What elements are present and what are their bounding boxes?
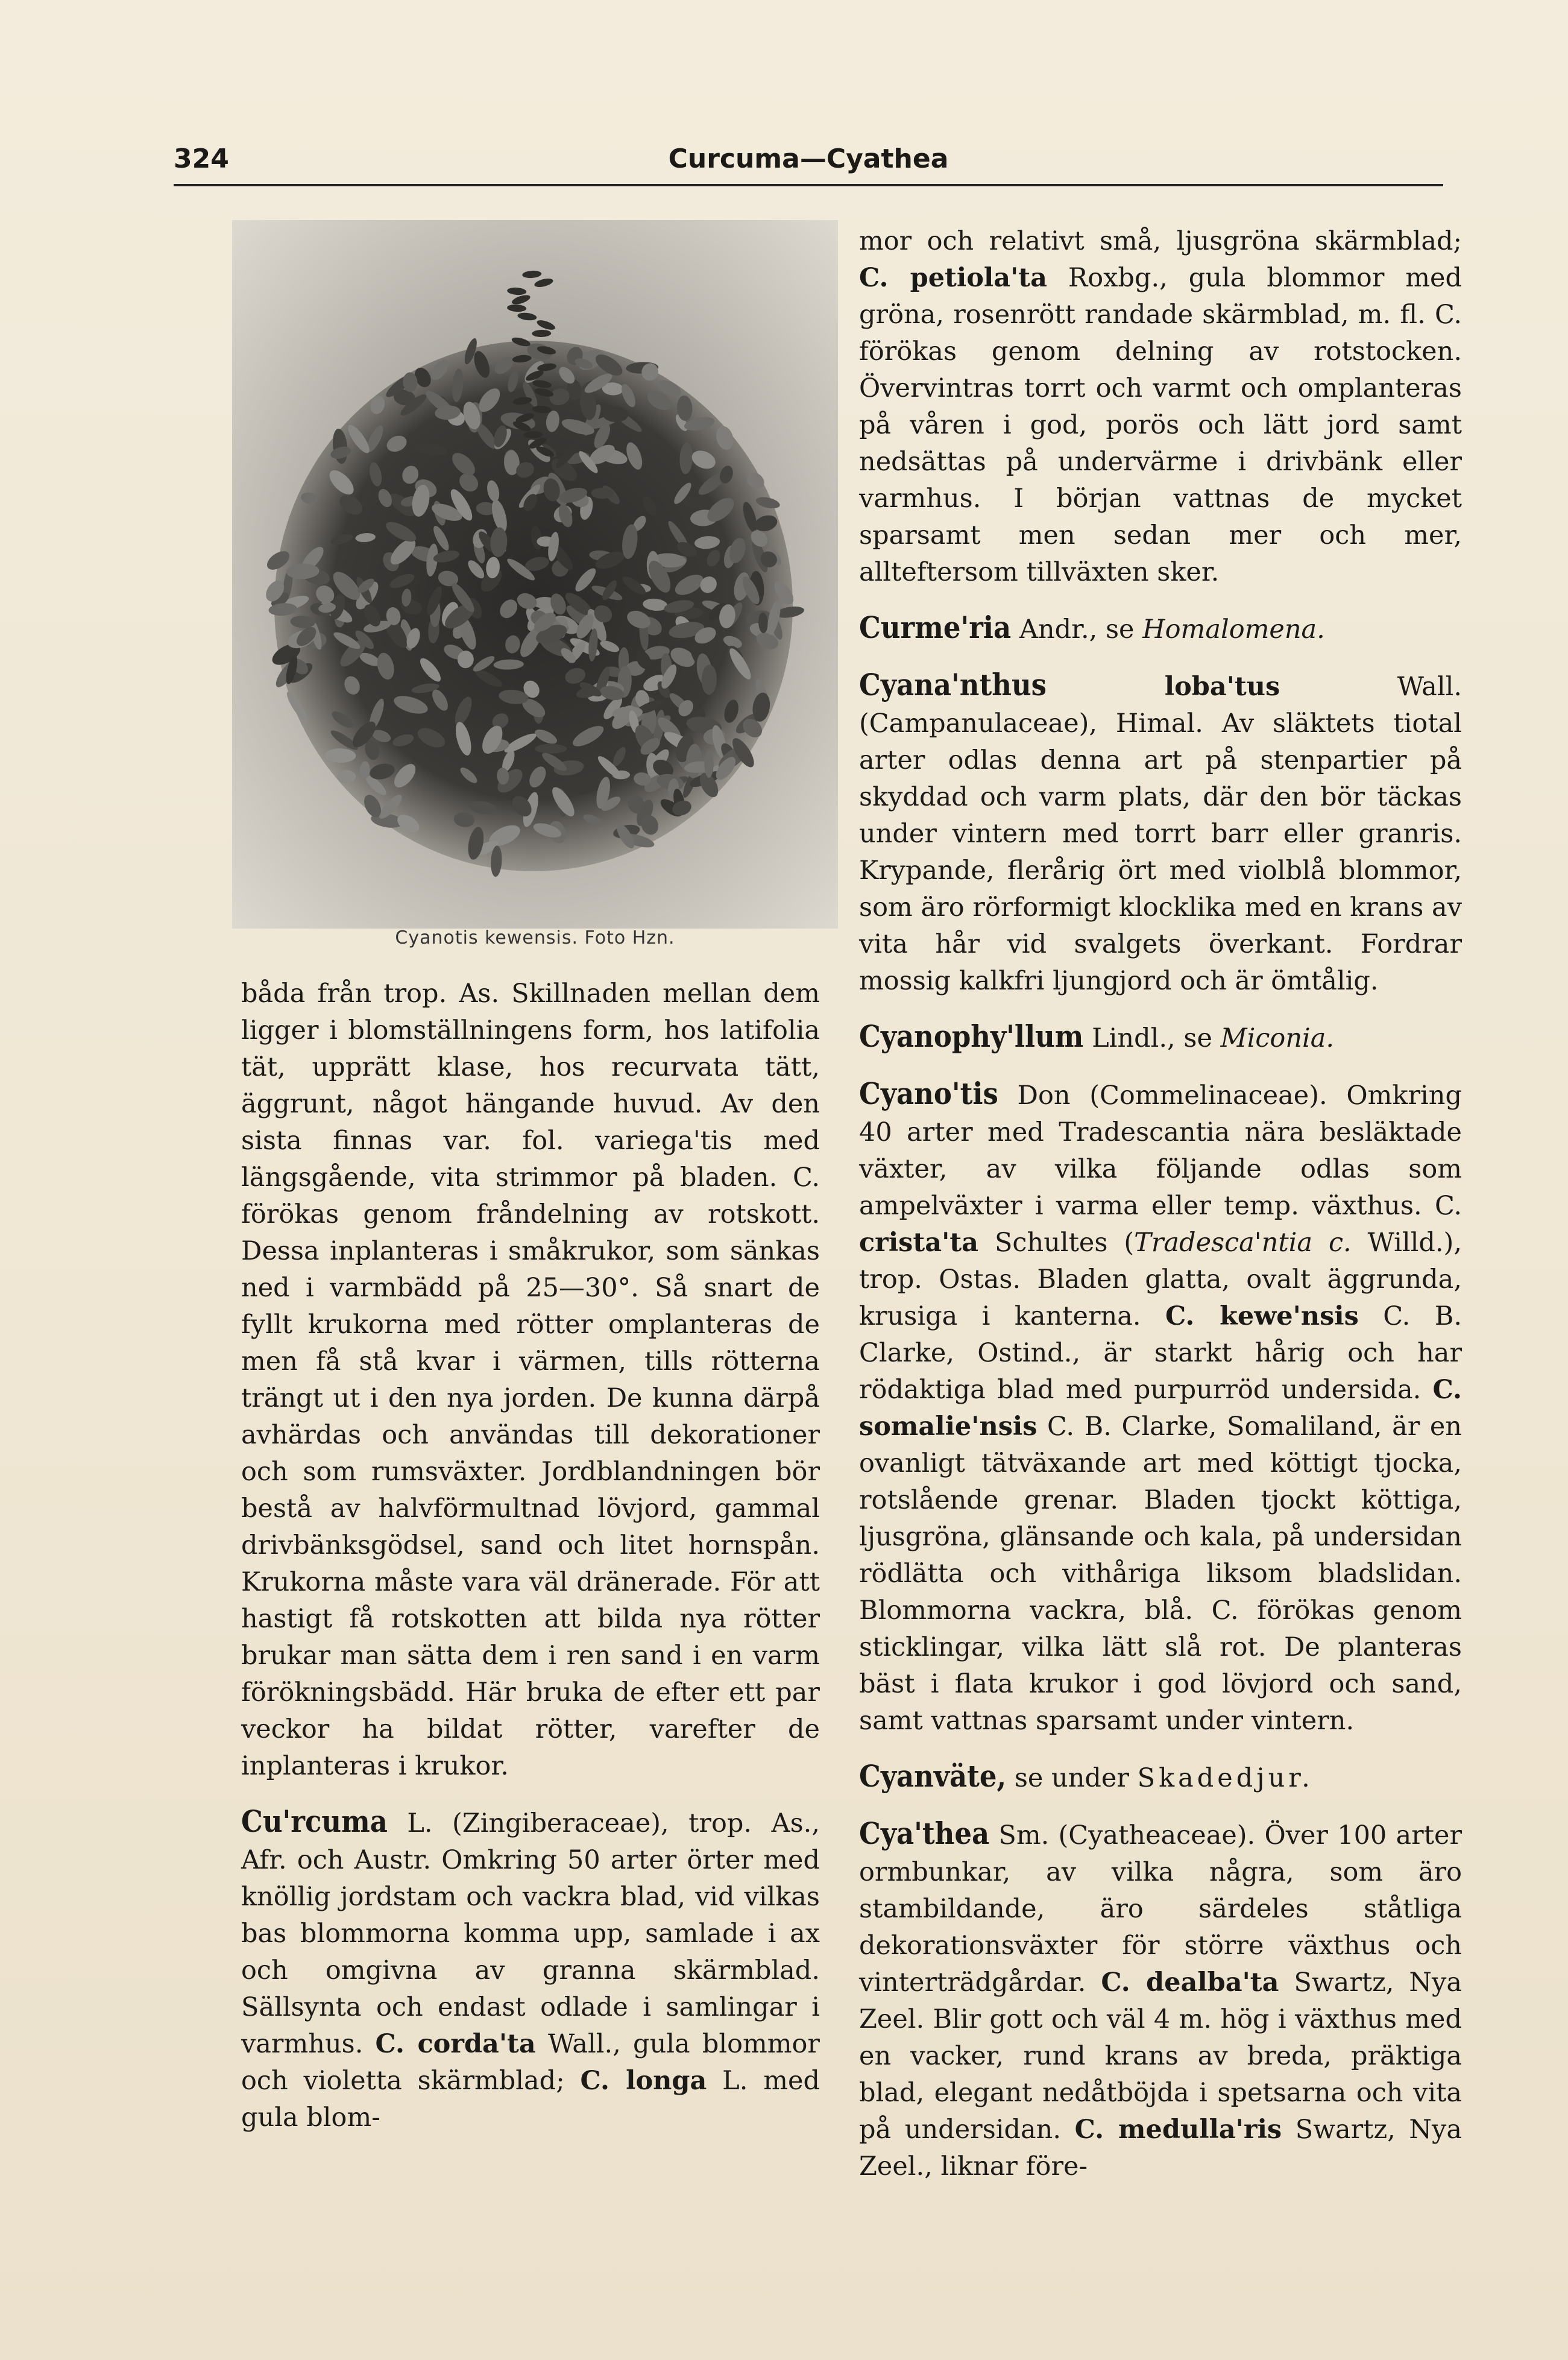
species-name: C. kewe'nsis [1165, 1301, 1359, 1331]
page-number: 324 [174, 144, 229, 174]
entry-text: L. (Zingiberaceae), trop. As., Afr. och Austr. Omkring 50 arter örter med knöllig jordstam och vackra blad, vid vilkas bas blommorna komma upp, samlade i ax och omgivna av granna skärmblad. Sällsynta och endast odlade i samlingar i varmhus. [241, 1808, 820, 2059]
page-header [174, 144, 1443, 181]
headword-curcuma: Cu'rcuma [241, 1803, 388, 1839]
figure-caption: Cyanotis kewensis. Foto Hzn. [395, 927, 675, 948]
species-name: C. somalie'nsis [859, 1375, 1462, 1442]
headword-cyanophyllum: Cyanophy'llum [859, 1018, 1084, 1054]
species-name: C. longa [580, 2066, 707, 2096]
left-column [241, 976, 820, 2136]
entry-cyanophyllum [859, 1018, 1462, 1057]
entry-text: Andr., se [1011, 614, 1143, 645]
entry-text: Swartz, Nya Zeel., liknar före- [859, 2115, 1462, 2182]
entry-cyananthus [859, 666, 1462, 1000]
entry-text: Roxbg., gula blommor med gröna, rosenrött randade skärmblad, m. fl. C. förökas genom delning av rotstocken. Övervintras torrt och varmt och omplanteras på våren i god, porös och lätt jord samt nedsättas på undervärme i drivbänk eller varmhus. I början vattnas de mycket sparsamt men sedan mer och mer, allteftersom tillväxten sker. [859, 263, 1463, 587]
species-name: C. medulla'ris [1074, 2115, 1282, 2145]
entry-text: Swartz, Nya Zeel. Blir gott och väl 4 m. hög i växthus med en vacker, rund krans av breda, präktiga blad, elegant nedåtböjda i spetsarna och vita på undersidan. [859, 1967, 1462, 2145]
right-column [859, 223, 1462, 2185]
entry-text: Wall., gula blommor och violetta skärmblad; [241, 2029, 820, 2096]
continuation-paragraph [241, 976, 820, 1785]
headword-cyanotis: Cyano'tis [859, 1076, 998, 1111]
entry-cyanvate [859, 1758, 1462, 1797]
species-name: loba'tus [1047, 672, 1280, 702]
synonym: Tradesca'ntia c. [1134, 1228, 1352, 1258]
species-name: crista'ta [859, 1228, 978, 1258]
plant-photo-icon [232, 220, 838, 929]
species-name: C. petiola'ta [859, 263, 1048, 293]
headword-cyananthus: Cyana'nthus [859, 667, 1047, 702]
leaf [704, 750, 713, 778]
entry-text: Willd.), trop. Ostas. Bladen glatta, ovalt äggrunda, krusiga i kanterna. [859, 1228, 1462, 1331]
entry-cyanotis [859, 1075, 1462, 1740]
entry-curcuma [241, 1803, 820, 2136]
species-name: C. corda'ta [375, 2029, 536, 2059]
headword-cyanvate: Cyanväte, [859, 1758, 1007, 1794]
cross-reference: Homalomena. [1142, 614, 1325, 645]
entry-text: C. B. Clarke, Ostind., är starkt hårig och har rödaktiga blad med purpurröd undersida. [859, 1301, 1462, 1405]
entry-curmeria [859, 609, 1462, 648]
plant-photo [232, 220, 838, 929]
headword-curmeria: Curme'ria [859, 610, 1012, 645]
leaf [563, 780, 598, 794]
entry-text: Lindl., se [1083, 1023, 1221, 1053]
entry-text: L. med gula blom- [241, 2066, 820, 2133]
entry-text: Wall. (Campanulaceae), Himal. Av släktets tiotal arter odlas denna art på stenpartier på skyddad och varm plats, där den bör täckas under vintern med torrt barr eller granris. Krypande, flerårig ört med violblå blommor, som äro rörformigt klocklika med en krans av vita hår vid svalgets överkant. Fordrar mossig kalkfri ljungjord och är ömtålig. [859, 672, 1462, 996]
entry-curcuma-continued [859, 223, 1462, 591]
entry-text: Schultes ( [978, 1228, 1135, 1258]
entry-text: se under [1006, 1763, 1138, 1793]
continuation-text: båda från trop. As. Skillnaden mellan dem ligger i blomställningens form, hos latifolia tät, upprätt klase, hos recurvata tätt, äggrunt, något hängande huvud. Av den sista finnas var. fol. variega'tis med längsgående, vita strimmor på bladen. C. förökas genom fråndelning av rotskott. Dessa inplanteras i småkrukor, som sänkas ned i varmbädd på 25—30°. Så snart de fyllt krukorna med rötter omplanteras de men få stå kvar i värmen, tills rötterna trängt ut i den nya jorden. De kunna därpå avhärdas och användas till dekorationer och som rumsväxter. Jordblandningen bör bestå av halvförmultnad lövjord, gammal drivbänksgödsel, sand och litet hornspån. Krukorna måste vara väl dränerade. För att hastigt få rotskotten att bilda nya rötter brukar man sätta dem i ren sand i en varm förökningsbädd. Här bruka de efter ett par veckor ha bildat rötter, varefter de inplanteras i krukor. [241, 979, 820, 1781]
cross-reference: Miconia. [1220, 1023, 1335, 1053]
entry-text: C. B. Clarke, Somaliland, är en ovanligt tätväxande art med köttigt tjocka, rotslående grenar. Bladen tjockt köttiga, ljusgröna, glänsande och kala, på undersidan rödlätta och vithåriga liksom bladslidan. Blommorna vackra, blå. C. förökas genom sticklingar, vilka lätt slå rot. De planteras bäst i flata krukor i god lövjord och sand, samt vattnas sparsamt under vintern. [859, 1412, 1462, 1736]
entry-text: Don (Commelinaceae). Omkring 40 arter med Tradescantia nära besläktade växter, av vilka följande odlas som ampelväxter i varma eller temp. växthus. C. [859, 1081, 1462, 1221]
leaf [337, 770, 356, 783]
cross-reference: Skadedjur. [1137, 1763, 1314, 1793]
entry-text: mor och relativt små, ljusgröna skärmblad; [859, 226, 1462, 256]
leaf [535, 744, 567, 754]
entry-cyathea [859, 1815, 1462, 2185]
species-name: C. dealba'ta [1101, 1967, 1279, 1998]
entry-text: Sm. (Cyatheaceae). Över 100 arter ormbunkar, av vilka några, som äro stambildande, äro särdeles ståtliga dekorationsväxter för större växthus och vinterträdgårdar. [859, 1820, 1462, 1998]
header-rule [174, 184, 1443, 186]
running-head: Curcuma—Cyathea [668, 144, 949, 174]
headword-cyathea: Cya'thea [859, 1816, 990, 1851]
